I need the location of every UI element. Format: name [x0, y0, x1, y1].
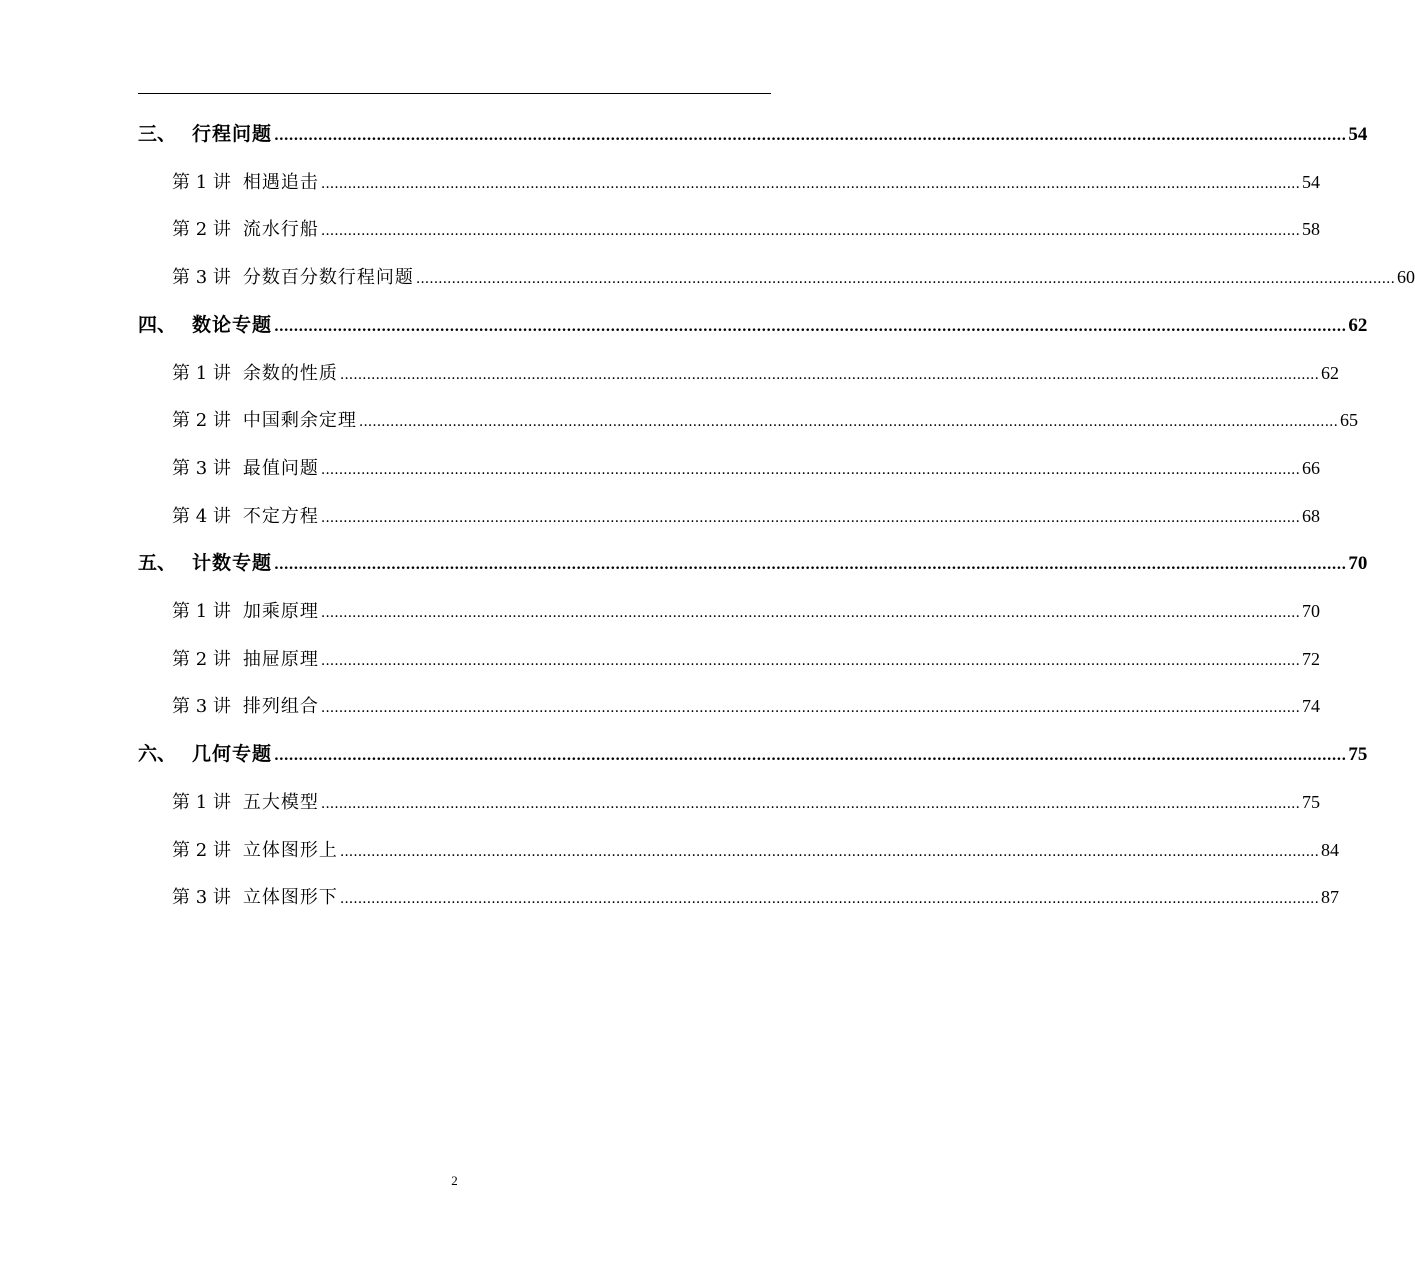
toc-section-entry[interactable]	[138, 120, 1368, 148]
section-title: 数论专题	[192, 314, 273, 336]
page-ref: 74	[1301, 696, 1320, 716]
lecture-title: 流水行船	[242, 219, 319, 240]
lecture-number: 第 2 讲	[172, 840, 231, 861]
page-ref: 70	[1301, 601, 1320, 621]
dot-leader: ............................................................................................................................................................................................................................	[339, 844, 1319, 860]
page-ref: 62	[1320, 363, 1339, 383]
toc-section-entry[interactable]	[138, 740, 1368, 768]
toc-lecture-entry[interactable]	[172, 836, 1339, 864]
toc-lecture-entry[interactable]	[172, 406, 1358, 434]
page-ref: 65	[1339, 410, 1358, 430]
lecture-title: 最值问题	[242, 458, 319, 479]
toc-lecture-entry[interactable]	[172, 645, 1320, 673]
toc-lecture-entry[interactable]	[172, 168, 1320, 196]
lecture-number: 第 2 讲	[172, 219, 231, 240]
section-number: 六、	[138, 743, 177, 765]
page-ref: 58	[1301, 219, 1320, 239]
page-number: 2	[451, 1173, 458, 1188]
dot-leader: ............................................................................................................................................................................................................................	[320, 700, 1300, 716]
lecture-title: 排列组合	[242, 696, 319, 717]
toc-lecture-entry[interactable]	[172, 692, 1320, 720]
lecture-title: 分数百分数行程问题	[242, 267, 414, 288]
lecture-title: 立体图形下	[242, 887, 338, 908]
section-title: 计数专题	[192, 552, 273, 574]
lecture-number: 第 2 讲	[172, 410, 231, 431]
lecture-title: 五大模型	[242, 792, 319, 813]
dot-leader: ............................................................................................................................................................................................................................	[320, 462, 1300, 478]
page-ref: 60	[1396, 267, 1415, 287]
lecture-number: 第 1 讲	[172, 172, 231, 193]
lecture-title: 余数的性质	[242, 363, 338, 384]
toc-lecture-entry[interactable]	[172, 883, 1339, 911]
page-ref: 62	[1348, 315, 1368, 336]
page-ref: 68	[1301, 506, 1320, 526]
section-title: 几何专题	[192, 743, 273, 765]
toc-lecture-entry[interactable]	[172, 263, 1415, 291]
dot-leader: ............................................................................................................................................................................................................................	[320, 653, 1300, 669]
section-title: 行程问题	[192, 123, 273, 145]
page-ref: 54	[1301, 172, 1320, 192]
toc-section-entry[interactable]	[138, 311, 1368, 339]
dot-leader: ............................................................................................................................................................................................................................	[320, 176, 1300, 192]
lecture-title: 立体图形上	[242, 840, 338, 861]
dot-leader: ............................................................................................................................................................................................................................	[274, 748, 1347, 764]
toc-lecture-entry[interactable]	[172, 788, 1320, 816]
toc-lecture-entry[interactable]	[172, 597, 1320, 625]
toc-lecture-entry[interactable]	[172, 215, 1320, 243]
dot-leader: ............................................................................................................................................................................................................................	[320, 223, 1300, 239]
dot-leader: ............................................................................................................................................................................................................................	[320, 605, 1300, 621]
page-ref: 66	[1301, 458, 1320, 478]
toc-section-entry[interactable]	[138, 549, 1368, 577]
dot-leader: ............................................................................................................................................................................................................................	[339, 891, 1319, 907]
lecture-number: 第 3 讲	[172, 267, 231, 288]
header-rule	[138, 93, 771, 94]
lecture-number: 第 3 讲	[172, 696, 231, 717]
dot-leader: ............................................................................................................................................................................................................................	[320, 796, 1300, 812]
lecture-number: 第 1 讲	[172, 601, 231, 622]
lecture-title: 相遇追击	[242, 172, 319, 193]
page-ref: 87	[1320, 887, 1339, 907]
lecture-number: 第 1 讲	[172, 363, 231, 384]
page-ref: 84	[1320, 840, 1339, 860]
dot-leader: ............................................................................................................................................................................................................................	[415, 271, 1395, 287]
toc-lecture-entry[interactable]	[172, 502, 1320, 530]
lecture-number: 第 1 讲	[172, 792, 231, 813]
lecture-number: 第 3 讲	[172, 458, 231, 479]
page-ref: 70	[1348, 553, 1368, 574]
dot-leader: ............................................................................................................................................................................................................................	[274, 319, 1347, 335]
lecture-title: 不定方程	[242, 506, 319, 527]
toc-lecture-entry[interactable]	[172, 359, 1339, 387]
page-ref: 54	[1348, 124, 1368, 145]
lecture-number: 第 2 讲	[172, 649, 231, 670]
lecture-title: 加乘原理	[242, 601, 319, 622]
toc-lecture-entry[interactable]	[172, 454, 1320, 482]
lecture-number: 第 3 讲	[172, 887, 231, 908]
dot-leader: ............................................................................................................................................................................................................................	[358, 414, 1338, 430]
section-number: 四、	[138, 314, 177, 336]
section-number: 三、	[138, 123, 177, 145]
page-ref: 75	[1348, 744, 1368, 765]
lecture-title: 抽屉原理	[242, 649, 319, 670]
lecture-title: 中国剩余定理	[242, 410, 357, 431]
lecture-number: 第 4 讲	[172, 506, 231, 527]
page-ref: 75	[1301, 792, 1320, 812]
section-number: 五、	[138, 552, 177, 574]
dot-leader: ............................................................................................................................................................................................................................	[320, 510, 1300, 526]
page-ref: 72	[1301, 649, 1320, 669]
dot-leader: ............................................................................................................................................................................................................................	[274, 128, 1347, 144]
dot-leader: ............................................................................................................................................................................................................................	[274, 557, 1347, 573]
dot-leader: ............................................................................................................................................................................................................................	[339, 367, 1319, 383]
